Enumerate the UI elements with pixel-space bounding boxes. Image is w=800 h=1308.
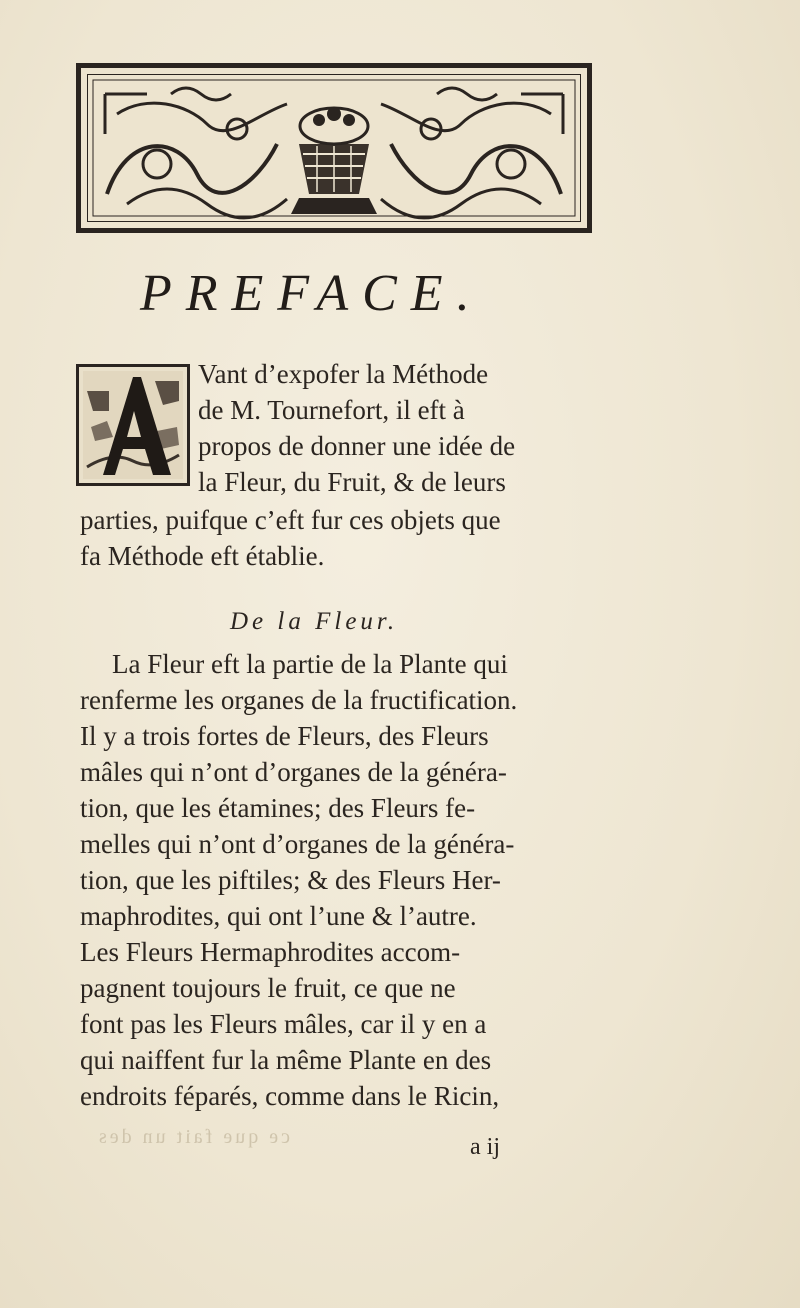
section-heading: De la Fleur.: [230, 608, 399, 635]
decorated-initial: [76, 364, 190, 486]
intro-line-5: parties, puifque c’eft fur ces objets que: [80, 505, 501, 535]
intro-line-6: fa Méthode eft établie.: [80, 541, 325, 571]
body-line-11: font pas les Fleurs mâles, car il y en a: [80, 1009, 487, 1039]
page-title: PREFACE.: [140, 265, 484, 322]
body-line-2: renferme les organes de la fructification.: [80, 685, 518, 715]
intro-line-3: propos de donner une idée de: [198, 431, 516, 461]
body-line-9: Les Fleurs Hermaphrodites accom-: [80, 937, 461, 967]
body-line-10: pagnent toujours le fruit, ce que ne: [80, 973, 456, 1003]
intro-line-2: de M. Tournefort, il eft à: [198, 395, 465, 425]
intro-line-1: Vant d’expofer la Méthode: [198, 359, 489, 389]
body-line-4: mâles qui n’ont d’organes de la généra-: [80, 757, 507, 787]
body-line-1: La Fleur eft la partie de la Plante qui: [112, 649, 508, 679]
letter-a-ornament-icon: [83, 371, 183, 479]
body-line-5: tion, que les étamines; des Fleurs fe-: [80, 793, 476, 823]
intro-line-4: la Fleur, du Fruit, & de leurs: [198, 467, 506, 497]
body-line-12: qui naiffent fur la même Plante en des: [80, 1045, 492, 1075]
ornamental-headpiece: [76, 63, 592, 233]
body-line-7: tion, que les piftiles; & des Fleurs Her-: [80, 865, 501, 895]
body-line-13: endroits féparés, comme dans le Ricin,: [80, 1081, 500, 1111]
signature-mark: a ij: [470, 1134, 500, 1160]
body-line-6: melles qui n’ont d’organes de la généra-: [80, 829, 515, 859]
body-line-8: maphrodites, qui ont l’une & l’autre.: [80, 901, 477, 931]
headpiece-ornament-icon: [87, 74, 581, 222]
bleed-through-text: ce que fait un des: [96, 1126, 290, 1148]
body-line-3: Il y a trois fortes de Fleurs, des Fleurs: [80, 721, 489, 751]
